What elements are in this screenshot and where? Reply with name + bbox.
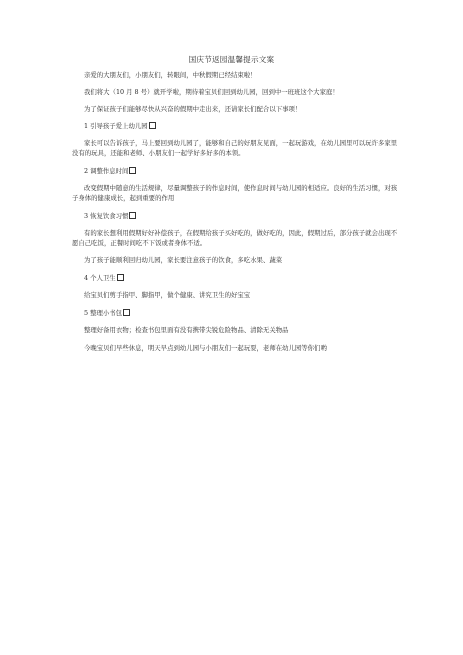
checkbox-glyph-icon (129, 212, 136, 219)
section-paragraph: 给宝贝们剪手指甲、脚指甲，做个健康、讲究卫生的好宝宝 (84, 291, 251, 299)
reopening-paragraph: 我们将大（10 月 8 号）就开学啦，期待着宝贝们回到幼儿园，回到中一班班这个大家庭！ (84, 88, 339, 96)
greeting-paragraph: 亲爱的大朋友们，小朋友们，转眼间，中秋假期已经结束啦！ (84, 71, 257, 79)
section-heading (72, 308, 398, 318)
checkbox-glyph-icon (117, 274, 124, 281)
cooperation-paragraph: 为了保证孩子们能够尽快从兴奋的假期中走出来，还请家长们配合以下事项！ (84, 105, 302, 113)
checkbox-glyph-icon (129, 167, 136, 174)
section-heading (72, 211, 398, 221)
section-heading-text: 2 调整作息时间 (84, 167, 129, 175)
section-paragraph: 改变假期中随意的生活规律，尽量调整孩子的作息时间，使作息时间与幼儿园的相适应。良好的生活习惯，对孩子身体的健康成长，起到重要的作用 (72, 184, 398, 202)
checkbox-glyph-icon (123, 309, 130, 316)
section-paragraph: 整理好备用衣物；检查书包里面有没有携带尖锐危险物品、清除无关物品 (84, 326, 289, 334)
closing-paragraph: 今晚宝贝们早些休息，明天早点到幼儿园与小朋友们一起玩耍，老师在幼儿园等你们哟 (84, 344, 327, 352)
checkbox-glyph-icon (149, 122, 156, 129)
section-heading (72, 273, 398, 283)
section-paragraph: 为了孩子能顺利回归幼儿园，家长要注意孩子的饮食，多吃水果、蔬菜 (84, 256, 283, 264)
section-paragraph: 家长可以告诉孩子，马上要回到幼儿园了，能够和自己的好朋友见面，一起玩游戏，在幼儿园里可以玩许多家里没有的玩具，还能和老师、小朋友们一起学好多好多的本领。 (72, 139, 398, 157)
section-heading-text: 1 引导孩子爱上幼儿园 (84, 122, 148, 130)
section-heading (72, 166, 398, 176)
section-heading-text: 5 整理小书包 (84, 309, 123, 317)
document-title: 国庆节返园温馨提示文案 (188, 55, 275, 64)
section-heading-text: 3 恢复饮食习惯 (84, 212, 129, 220)
document-body (72, 70, 398, 353)
section-heading (72, 121, 398, 131)
section-heading-text: 4 个人卫生 (84, 274, 116, 282)
section-paragraph: 有的家长想利用假期好好补偿孩子，在假期给孩子买好吃的，做好吃的，因此，假期过后，部分孩子就会出现不愿自己吃饭，正餐时间吃不下饭或者身体不适。 (72, 229, 398, 247)
